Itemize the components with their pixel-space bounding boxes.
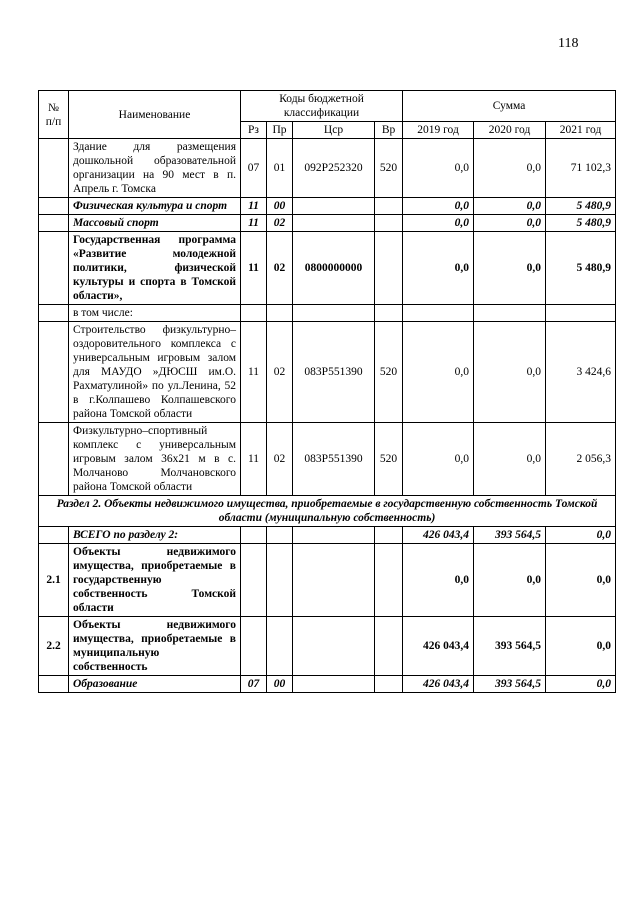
table-row [39, 617, 616, 676]
row-name: Физическая культура и спорт [69, 198, 241, 215]
section-2-title: Раздел 2. Объекты недвижимого имущества, приобретаемые в государственную собственность Томской области (муниципальную собственность) [39, 496, 616, 527]
row-pr: 02 [267, 322, 293, 423]
row-rz: 11 [241, 198, 267, 215]
row-rz: 07 [241, 139, 267, 198]
table-row [39, 139, 616, 198]
total-name: ВСЕГО по разделу 2: [69, 527, 241, 544]
row-2019: 0,0 [403, 544, 474, 617]
row-2020: 0,0 [474, 322, 546, 423]
table-row [39, 423, 616, 496]
row-2019: 0,0 [403, 322, 474, 423]
row-2021: 71 102,3 [546, 139, 616, 198]
row-pr: 00 [267, 676, 293, 693]
row-2019: 0,0 [403, 232, 474, 305]
table-row [39, 544, 616, 617]
row-2019: 426 043,4 [403, 617, 474, 676]
row-name: Физкультурно–спортивный комплекс с универсальным игровым залом 36х21 м в с. Молчаново Молчановского района Томской области [69, 423, 241, 496]
table-row [39, 215, 616, 232]
header-sum: Сумма [403, 91, 616, 122]
page-number: 118 [558, 36, 579, 51]
row-pr: 00 [267, 198, 293, 215]
header-num: № п/п [39, 91, 69, 139]
row-rz: 11 [241, 215, 267, 232]
row-name: Строительство физкультурно–оздоровительного комплекса с универсальным игровым залом для МАУДО »ДЮСШ им.О. Рахматулиной» по ул.Ленина, 52 в г.Колпашево Колпашевского района Томской области [69, 322, 241, 423]
row-2020: 0,0 [474, 139, 546, 198]
row-pr: 01 [267, 139, 293, 198]
table-row [39, 232, 616, 305]
header-csr: Цср [293, 122, 375, 139]
total-2020: 393 564,5 [474, 527, 546, 544]
row-pr: 02 [267, 423, 293, 496]
row-2021: 5 480,9 [546, 198, 616, 215]
row-rz: 11 [241, 232, 267, 305]
row-vr [375, 232, 403, 305]
row-vr: 520 [375, 322, 403, 423]
row-vr [375, 198, 403, 215]
header-row [39, 91, 616, 122]
row-vr: 520 [375, 423, 403, 496]
header-name: Наименование [69, 91, 241, 139]
budget-table [38, 90, 616, 693]
row-rz: 11 [241, 322, 267, 423]
total-row [39, 527, 616, 544]
header-rz: Рз [241, 122, 267, 139]
row-csr: 083P551390 [293, 423, 375, 496]
row-2019: 0,0 [403, 215, 474, 232]
row-name: Объекты недвижимого имущества, приобретаемые в государственную собственность Томской области [69, 544, 241, 617]
header-vr: Вр [375, 122, 403, 139]
row-2020: 0,0 [474, 215, 546, 232]
row-2020: 0,0 [474, 198, 546, 215]
row-rz: 11 [241, 423, 267, 496]
row-rz: 07 [241, 676, 267, 693]
row-2021: 0,0 [546, 544, 616, 617]
header-2021: 2021 год [546, 122, 616, 139]
row-2021: 5 480,9 [546, 215, 616, 232]
row-2019: 0,0 [403, 423, 474, 496]
row-2019: 426 043,4 [403, 676, 474, 693]
row-2021: 5 480,9 [546, 232, 616, 305]
row-num: 2.2 [39, 617, 69, 676]
row-name: в том числе: [69, 305, 241, 322]
row-csr: 083P551390 [293, 322, 375, 423]
row-name: Объекты недвижимого имущества, приобретаемые в муниципальную собственность [69, 617, 241, 676]
total-2019: 426 043,4 [403, 527, 474, 544]
row-vr: 520 [375, 139, 403, 198]
row-2020: 393 564,5 [474, 617, 546, 676]
total-2021: 0,0 [546, 527, 616, 544]
row-2019: 0,0 [403, 139, 474, 198]
row-2020: 393 564,5 [474, 676, 546, 693]
table-row [39, 676, 616, 693]
row-name: Образование [69, 676, 241, 693]
row-name: Здание для размещения дошкольной образовательной организации на 90 мест в п. Апрель г. Томска [69, 139, 241, 198]
row-pr: 02 [267, 232, 293, 305]
row-csr [293, 198, 375, 215]
row-2020: 0,0 [474, 423, 546, 496]
row-vr [375, 215, 403, 232]
section-title-row [39, 496, 616, 527]
header-2020: 2020 год [474, 122, 546, 139]
row-name: Государственная программа «Развитие молодежной политики, физической культуры и спорта в Томской области», [69, 232, 241, 305]
table-row [39, 322, 616, 423]
row-2020: 0,0 [474, 232, 546, 305]
row-2021: 2 056,3 [546, 423, 616, 496]
row-2021: 0,0 [546, 676, 616, 693]
row-2019: 0,0 [403, 198, 474, 215]
header-2019: 2019 год [403, 122, 474, 139]
header-pr: Пр [267, 122, 293, 139]
row-2021: 0,0 [546, 617, 616, 676]
row-pr: 02 [267, 215, 293, 232]
table-row [39, 198, 616, 215]
row-csr: 092P252320 [293, 139, 375, 198]
row-num: 2.1 [39, 544, 69, 617]
header-codes: Коды бюджетной классификации [241, 91, 403, 122]
row-name: Массовый спорт [69, 215, 241, 232]
row-csr [293, 215, 375, 232]
row-csr: 0800000000 [293, 232, 375, 305]
row-2020: 0,0 [474, 544, 546, 617]
row-2021: 3 424,6 [546, 322, 616, 423]
table-row [39, 305, 616, 322]
